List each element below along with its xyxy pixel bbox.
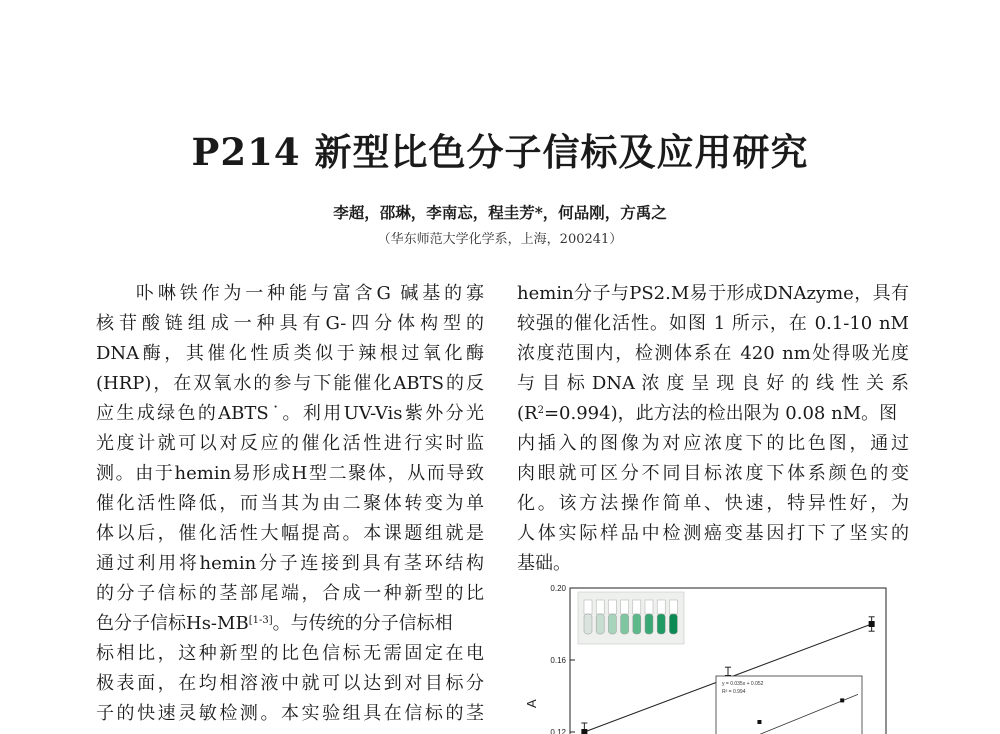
tube [621,614,629,634]
paragraph-line: 与 目 标 DNA 浓 度 呈 现 良 好 的 线 性 关 系 [517,373,909,394]
citation: [1-3] [248,615,273,626]
line-text: (R [517,403,538,424]
line-text: 色分子信标Hs-MB [96,613,249,634]
inset-legend-text: R² = 0.994 [722,689,746,695]
tube [645,614,653,634]
paragraph-line: 较强的催化活性。如图 1 所示，在 0.1-10 nM [517,313,909,334]
tube-cap [621,600,629,614]
paragraph-line: 人体实际样品中检测癌变基因打下了坚实的 [517,523,909,544]
left-column [96,279,484,729]
paragraph-line: 内插入的图像为对应浓度下的比色图，通过 [517,433,909,454]
inset-data-point [840,698,844,702]
paragraph-line: 应生成绿色的ABTS˙。利用UV-Vis紫外分光 [96,403,484,424]
paper-title: P214 新型比色分子信标及应用研究 [191,130,809,174]
affiliation: （华东师范大学化学系，上海，200241） [377,232,623,247]
tube [584,614,592,634]
author-list: 李超，邵琳，李南忘，程圭芳*，何品刚，方禹之 [333,203,667,222]
line-text: 。与传统的分子信标相 [272,613,453,634]
paragraph-line: 核苷酸链组成一种具有G-四分体构型的 [96,313,484,334]
paragraph-line: 子的快速灵敏检测。本实验组具在信标的茎 [96,703,484,724]
paragraph-line: DNA酶，其催化性质类似于辣根过氧化酶 [96,343,484,364]
paragraph-line: 极表面，在均相溶液中就可以达到对目标分 [96,673,484,694]
tube [596,614,604,634]
paragraph-line: 测。由于hemin易形成H型二聚体，从而导致 [96,463,484,484]
inset-data-point [757,720,761,724]
paragraph-line: 卟啉铁作为一种能与富含G 碱基的寡 [136,283,484,304]
y-axis-label: A [524,699,539,708]
tube [633,614,641,634]
y-tick-label: 0.20 [550,584,566,593]
data-point [869,621,875,627]
right-column [517,279,909,579]
y-tick-label: 0.16 [550,656,566,665]
paragraph-line: 肉眼就可区分不同目标浓度下体系颜色的变 [517,463,909,484]
paragraph-line: 化。该方法操作简单、快速，特异性好，为 [517,493,909,514]
paragraph-line: 基础。 [517,553,571,574]
tube-cap [669,600,677,614]
paragraph-line: 浓度范围内，检测体系在 420 nm处得吸光度 [517,343,909,364]
inset-legend-text: y = 0.035x + 0.052 [722,681,764,687]
data-point [581,729,587,734]
tube [608,614,616,634]
chart-svg [524,580,910,734]
superscript: 2 [537,405,544,416]
paragraph-line: 通过利用将hemin分子连接到具有茎环结构 [96,553,484,574]
tube-cap [584,600,592,614]
tube-cap [596,600,604,614]
tube-cap [657,600,665,614]
paragraph-line: 催化活性降低，而当其为由二聚体转变为单 [96,493,484,514]
paragraph-line: 标相比，这种新型的比色信标无需固定在电 [96,643,484,664]
photo-inset [578,592,684,644]
y-tick-label: 0.12 [550,728,566,734]
paragraph-line: 光度计就可以对反应的催化活性进行实时监 [96,433,484,454]
tube [669,614,677,634]
figure-1-chart [524,580,910,734]
tube-cap [633,600,641,614]
paragraph-line: 体以后，催化活性大幅提高。本课题组就是 [96,523,484,544]
tube-cap [645,600,653,614]
paragraph-line [517,399,909,429]
paragraph-line [96,609,484,639]
paragraph-line: (HRP)，在双氧水的参与下能催化ABTS的反 [96,373,484,394]
paragraph-line: hemin分子与PS2.M易于形成DNAzyme，具有 [517,283,909,304]
line-text: =0.994)，此方法的检出限为 0.08 nM。图 [543,403,898,424]
tube [657,614,665,634]
paragraph-line: 的分子信标的茎部尾端，合成一种新型的比 [96,583,484,604]
tube-cap [608,600,616,614]
